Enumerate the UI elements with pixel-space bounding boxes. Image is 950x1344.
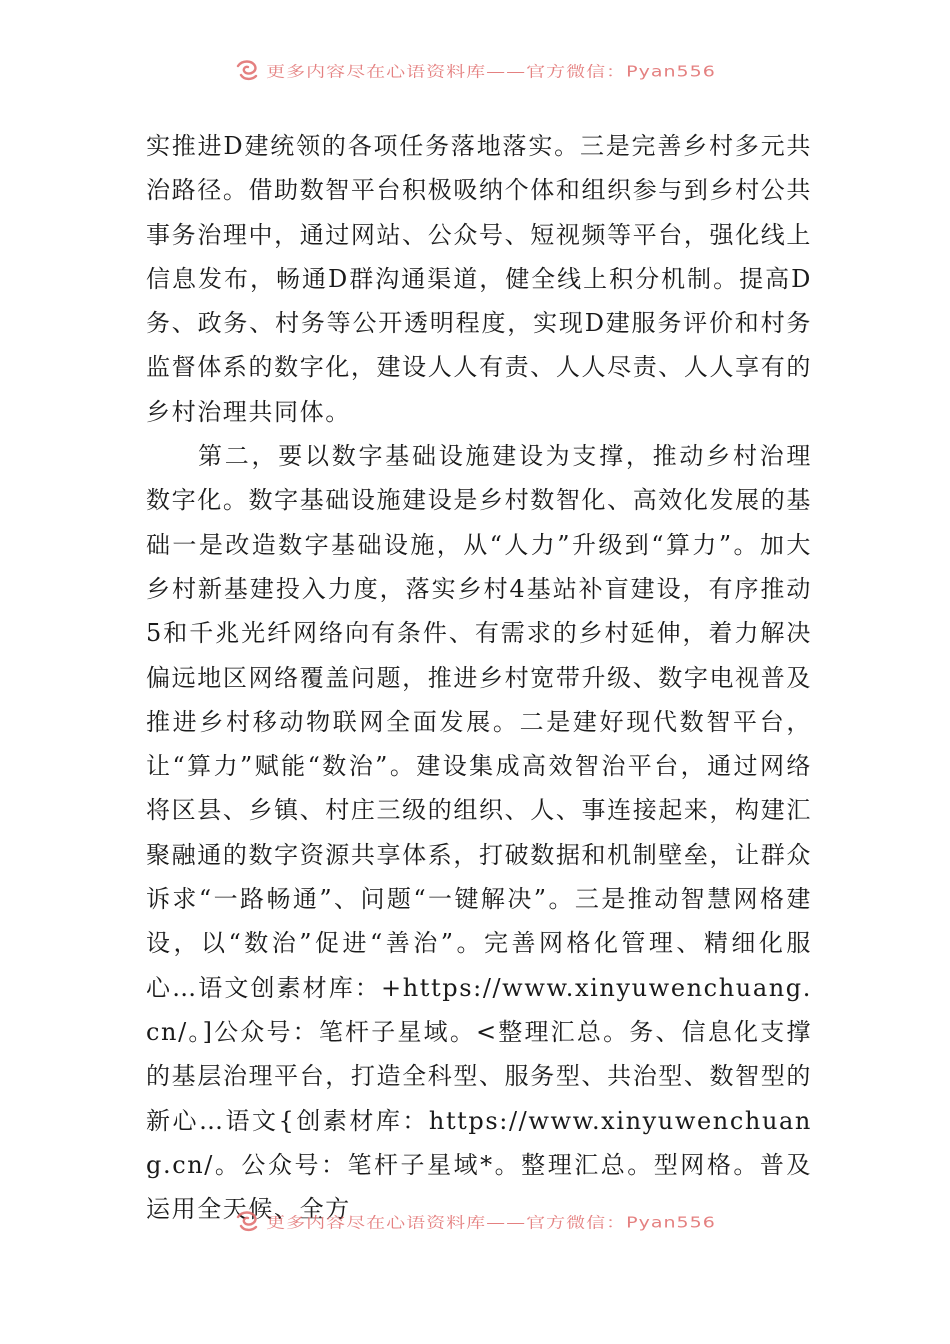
- footer-watermark: [0, 1206, 950, 1236]
- paragraph: 实推进D建统领的各项任务落地落实。三是完善乡村多元共治路径。借助数智平台积极吸纳个体和组织参与到乡村公共事务治理中，通过网站、公众号、短视频等平台，强化线上信息发布，畅通D群沟通渠道，健全线上积分机制。提高D务、政务、村务等公开透明程度，实现D建服务评价和村务监督体系的数字化，建设人人有责、人人尽责、人人享有的乡村治理共同体。: [146, 132, 812, 426]
- swirl-logo-icon: [234, 1208, 260, 1234]
- swirl-logo-icon: [234, 57, 260, 83]
- header-watermark: [0, 55, 950, 85]
- paragraph: 第二，要以数字基础设施建设为支撑，推动乡村治理数字化。数字基础设施建设是乡村数智化、高效化发展的基础一是改造数字基础设施，从“人力”升级到“算力”。加大乡村新基建投入力度，落实乡村4基站补盲建设，有序推动5和千兆光纤网络向有条件、有需求的乡村延伸，着力解决偏远地区网络覆盖问题，推进乡村宽带升级、数字电视普及推进乡村移动物联网全面发展。二是建好现代数智平台，让“算力”赋能“数治”。建设集成高效智治平台，通过网络将区县、乡镇、村庄三级的组织、人、事连接起来，构建汇聚融通的数字资源共享体系，打破数据和机制壁垒，让群众诉求“一路畅通”、问题“一键解决”。三是推动智慧网格建设，以“数治”促进“善治”。完善网格化管理、精细化服心…语文创素材库：+https://www.xinyuwenchuang.cn/。]公众号：笔杆子星域。<整理汇总。务、信息化支撑的基层治理平台，打造全科型、服务型、共治型、数智型的新心…语文{创素材库：https://www.xinyuwenchuang.cn/。公众号：笔杆子星域*。整理汇总。型网格。普及运用全天候、全方: [146, 442, 812, 1224]
- document-body: [146, 124, 812, 1231]
- watermark-text: 更多内容尽在心语资料库——官方微信：Pyan556: [266, 1213, 716, 1231]
- watermark-text: 更多内容尽在心语资料库——官方微信：Pyan556: [266, 62, 716, 80]
